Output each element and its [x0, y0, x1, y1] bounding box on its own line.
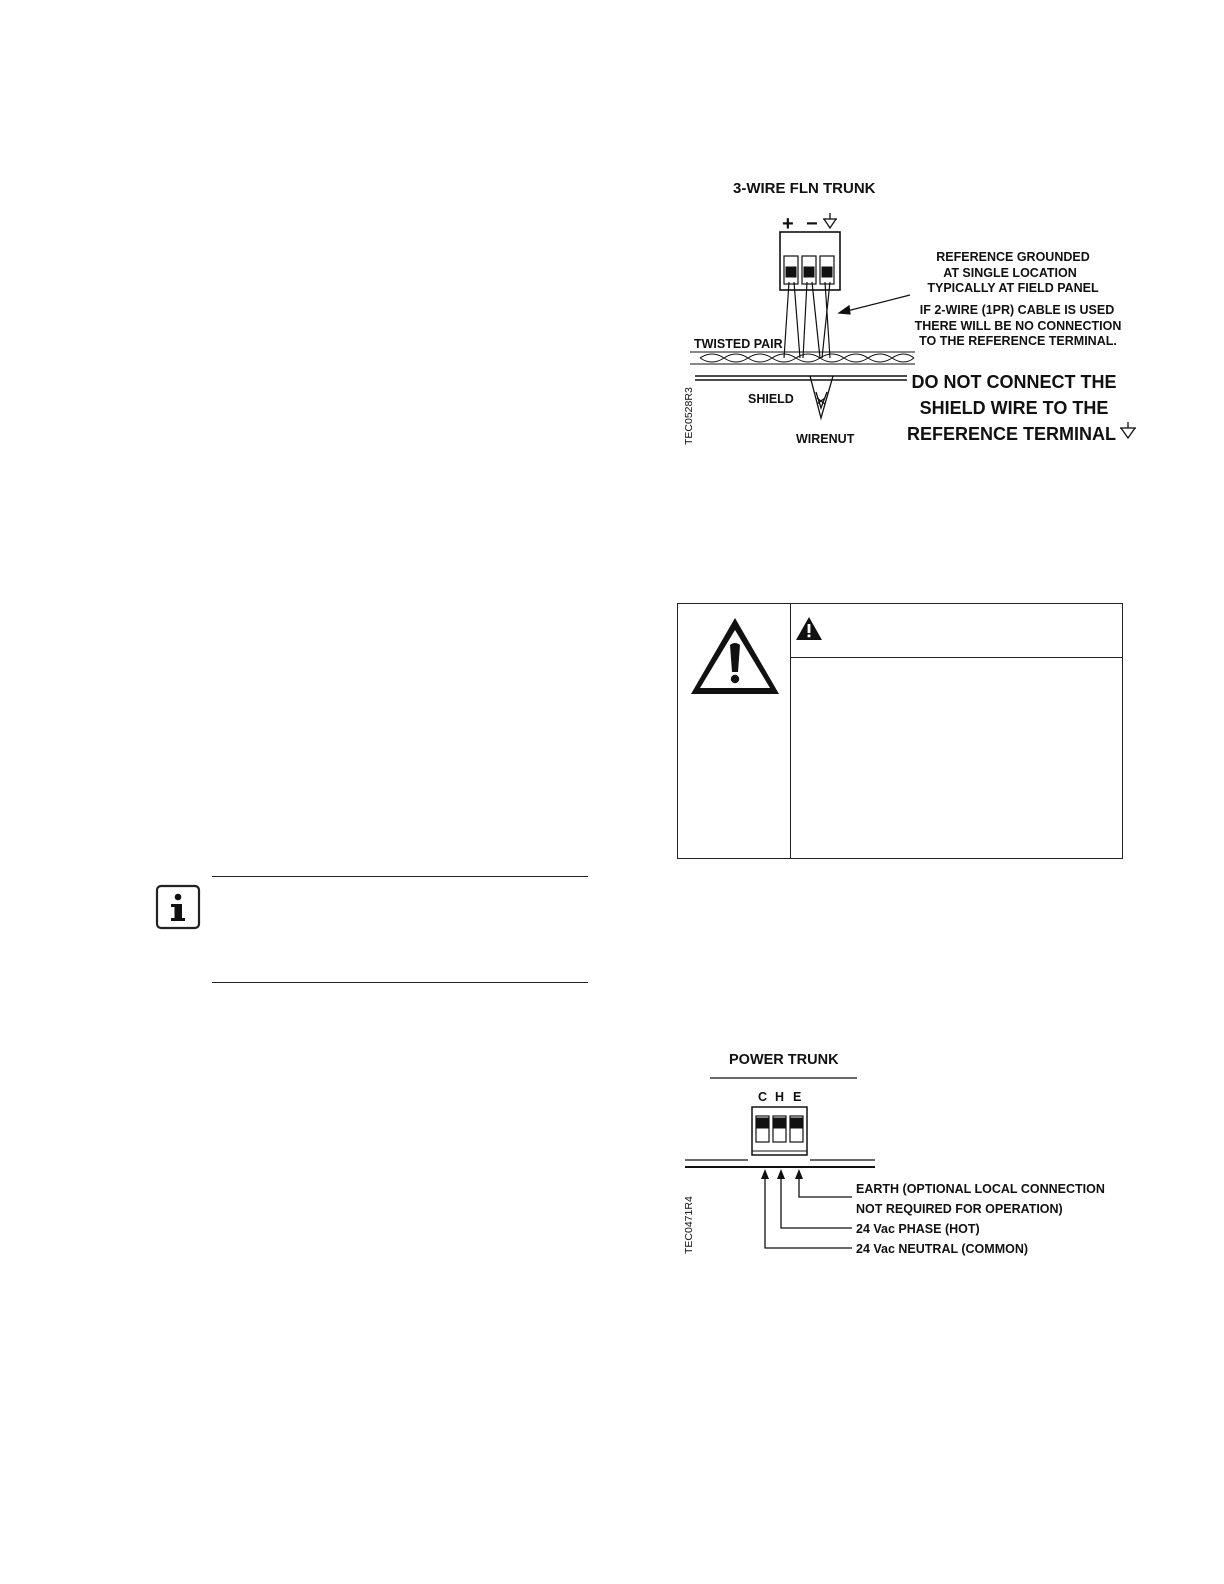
shield-warning-line-2: SHIELD WIRE TO THE — [919, 398, 1109, 418]
fln-title: 3-WIRE FLN TRUNK — [733, 180, 876, 197]
phase-callout: 24 Vac PHASE (HOT) — [856, 1222, 980, 1236]
warning-box — [677, 603, 1123, 859]
shield-warning-line-1: DO NOT CONNECT THE — [911, 372, 1117, 392]
neutral-callout: 24 Vac NEUTRAL (COMMON) — [856, 1242, 1029, 1256]
earth-callout-line-2: NOT REQUIRED FOR OPERATION) — [856, 1202, 1063, 1216]
shield-warning-line-3: REFERENCE TERMINAL — [907, 424, 1117, 444]
power-trunk-cable — [685, 1160, 875, 1167]
twisted-pair-cable — [690, 352, 915, 364]
terminal-label-c: C — [758, 1090, 768, 1104]
wirenut-icon — [810, 376, 833, 418]
power-callout-arrowheads — [761, 1169, 803, 1179]
warning-header — [791, 604, 1122, 658]
fln-trunk-diagram — [670, 170, 1150, 460]
fln-diagram-code: TEC0528R3 — [683, 387, 695, 445]
warning-small-icon — [793, 613, 833, 653]
earth-callout-line-1: EARTH (OPTIONAL LOCAL CONNECTION — [856, 1182, 1105, 1196]
warning-body — [791, 658, 1122, 858]
minus-terminal-symbol: − — [806, 213, 818, 235]
warning-icon-cell — [678, 604, 791, 858]
reference-note-arrow — [839, 295, 910, 314]
fln-wires — [784, 282, 830, 358]
shield-line — [695, 376, 907, 380]
power-title: POWER TRUNK — [729, 1052, 839, 1068]
warning-triangle-icon — [678, 604, 791, 704]
power-diagram-code: TEC0471R4 — [683, 1196, 695, 1254]
terminal-label-h: H — [775, 1090, 785, 1104]
note-rule-top — [212, 876, 588, 877]
note-block — [155, 876, 589, 984]
plus-terminal-symbol: + — [782, 213, 794, 235]
twisted-pair-label: TWISTED PAIR — [694, 337, 783, 351]
power-terminal-block — [752, 1107, 807, 1155]
info-icon — [155, 884, 201, 930]
note-rule-bottom — [212, 982, 588, 983]
power-callout-leaders — [765, 1176, 852, 1248]
power-trunk-diagram — [670, 1040, 1150, 1270]
wirenut-label: WIRENUT — [796, 432, 855, 446]
two-wire-note-line-1: IF 2-WIRE (1PR) CABLE IS USED — [919, 303, 1115, 317]
reference-ground-icon-inline — [1120, 422, 1136, 438]
reference-note-line-2: AT SINGLE LOCATION — [943, 266, 1077, 280]
reference-ground-icon — [823, 213, 837, 228]
shield-label: SHIELD — [748, 392, 794, 406]
two-wire-note-line-3: TO THE REFERENCE TERMINAL. — [919, 334, 1117, 348]
reference-note-line-3: TYPICALLY AT FIELD PANEL — [927, 281, 1099, 295]
reference-note-line-1: REFERENCE GROUNDED — [936, 250, 1090, 264]
fln-terminal-block — [780, 232, 840, 290]
two-wire-note-line-2: THERE WILL BE NO CONNECTION — [914, 319, 1122, 333]
note-text — [212, 884, 588, 974]
terminal-label-e: E — [793, 1090, 802, 1104]
